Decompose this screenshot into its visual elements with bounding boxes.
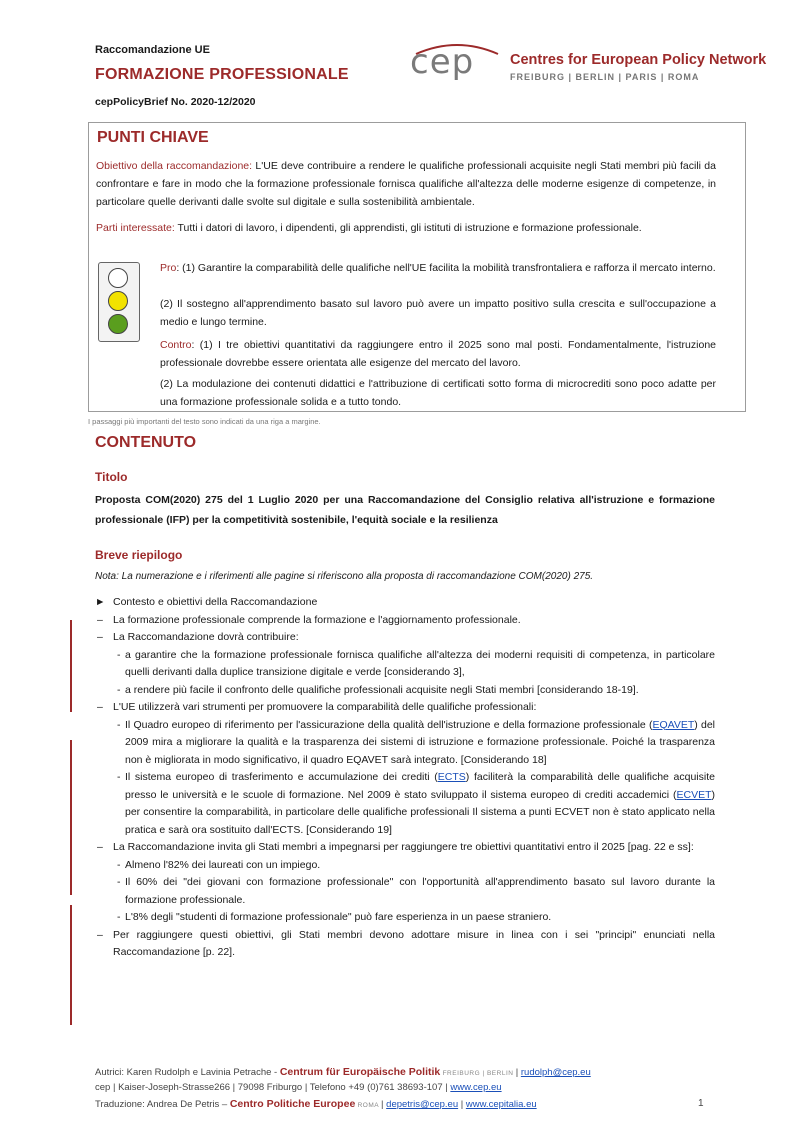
- footer-org-2: Centro Politiche Europee: [229, 1098, 356, 1110]
- traffic-light-icon: [98, 262, 140, 342]
- triangle-bullet-icon: ►: [95, 596, 106, 608]
- pro-paragraph-2: (2) Il sostegno all'apprendimento basato sul lavoro può avere un impatto positivo sulla crescita e sull'occupazione a medio e lungo termine.: [160, 298, 716, 328]
- logo-wordmark: cep: [410, 42, 475, 82]
- document-category: Raccomandazione UE: [95, 44, 210, 56]
- ecvet-link[interactable]: ECVET: [676, 788, 712, 801]
- list-item: – La formazione professionale comprende la formazione e l'aggiornamento professionale.: [97, 613, 521, 626]
- footer-translation: Traduzione: Andrea De Petris – Centro Politiche Europee ROMA | depetris@cep.eu | www.cepitalia.eu: [95, 1098, 537, 1110]
- objective-paragraph: [96, 157, 716, 211]
- margin-line: [70, 905, 72, 1025]
- proposal-title: Proposta COM(2020) 275 del 1 Luglio 2020 per una Raccomandazione del Consiglio relativa all'istruzione e formazione professionale (IFP) per la competitività sostenibile, l'equità sociale e la resilienza: [95, 494, 715, 526]
- ects-link[interactable]: ECTS: [437, 771, 466, 783]
- list-item: - Il sistema europeo di trasferimento e accumulazione dei crediti (ECTS) faciliterà la comparabilità delle qualifiche acquisite presso le università e le scuole di formazione. Nel 2009 è stato sviluppato il sistema europeo di crediti accademici (ECVET) per consentire la comparabilità, in particolare delle qualifiche professionali Il sistema a punti ECVET non è stato applicato nella pratica e sarà ora sostituito dall'ECTS. [Considerando 19]: [117, 771, 715, 836]
- web-link-cep[interactable]: www.cep.eu: [450, 1082, 502, 1093]
- title-heading: Titolo: [95, 470, 128, 484]
- list-item: - a rendere più facile il confronto delle qualifiche professionali acquisite negli Stati membri [considerando 18-19].: [117, 683, 639, 696]
- traffic-light-yellow: [108, 291, 128, 311]
- email-link-depetris[interactable]: depetris@cep.eu: [386, 1099, 459, 1110]
- margin-line-footnote: I passaggi più importanti del testo sono indicati da una riga a margine.: [88, 417, 321, 426]
- summary-list: [95, 594, 715, 962]
- footer-address: cep | Kaiser-Joseph-Strasse266 | 79098 Friburgo | Telefono +49 (0)761 38693-107 | www.cep.eu: [95, 1082, 502, 1093]
- page-number: 1: [698, 1098, 704, 1109]
- key-points-box: [88, 122, 746, 412]
- summary-note: Nota: La numerazione e i riferimenti alle pagine si riferiscono alla proposta di raccomandazione COM(2020) 275.: [95, 571, 594, 582]
- key-points-title: PUNTI CHIAVE: [97, 129, 209, 146]
- list-item: – L'UE utilizzerà vari strumenti per promuovere la comparabilità delle qualifiche professionali:: [97, 701, 537, 713]
- list-item: - a garantire che la formazione professionale fornisca qualifiche all'altezza dei moderni requisiti di competenza, in particolare quelli derivanti dalla duplice transizione digitale e verde [considerando 3],: [117, 648, 715, 678]
- content-heading: CONTENUTO: [95, 434, 197, 451]
- footer-org: Centrum für Europäische Politik: [279, 1066, 441, 1078]
- list-item: – Per raggiungere questi obiettivi, gli Stati membri devono adottare misure in linea con i sei "principi" enunciati nella Raccomandazione [p. 22].: [97, 928, 715, 958]
- margin-line: [70, 740, 72, 895]
- margin-line: [70, 620, 72, 712]
- contra-paragraph-2: (2) La modulazione dei contenuti didattici e l'attribuzione di certificati sotto forma di microcrediti sono poco adatte per una formazione professionale solida e a tutto tondo.: [160, 378, 716, 408]
- document-title: FORMAZIONE PROFESSIONALE: [95, 66, 349, 83]
- network-cities: FREIBURG | BERLIN | PARIS | ROMA: [510, 72, 700, 82]
- email-link-rudolph[interactable]: rudolph@cep.eu: [520, 1067, 591, 1078]
- parties-paragraph: [96, 219, 716, 237]
- traffic-light-white: [108, 268, 128, 288]
- objective-label: Obiettivo della raccomandazione:: [96, 160, 253, 172]
- summary-heading: Breve riepilogo: [95, 548, 183, 562]
- network-name: Centres for European Policy Network: [510, 52, 767, 68]
- contra-label: Contro: [160, 339, 192, 351]
- list-item: ► Contesto e obiettivi della Raccomandazione: [95, 594, 715, 612]
- pro-text-1: : (1) Garantire la comparabilità delle qualifiche nell'UE facilita la mobilità transfrontaliera e rafforza il mercato interno.: [176, 262, 716, 274]
- brief-number: cepPolicyBrief No. 2020-12/2020: [95, 96, 256, 108]
- list-item: – La Raccomandazione dovrà contribuire:: [97, 631, 299, 643]
- list-item: – La Raccomandazione invita gli Stati membri a impegnarsi per raggiungere tre obiettivi quantitativi entro il 2025 [pag. 22 e ss]:: [97, 841, 694, 853]
- web-link-cepitalia[interactable]: www.cepitalia.eu: [465, 1099, 537, 1110]
- list-item: - L'8% degli "studenti di formazione professionale" può fare esperienza in un paese straniero.: [117, 911, 552, 923]
- pro-paragraph-1: [160, 259, 716, 277]
- contra-text-1: : (1) I tre obiettivi quantitativi da raggiungere entro il 2025 sono mal posti. Fondamentalmente, l'istruzione professionale dovrebbe essere orientata alle esigenze del mercato del lavoro.: [160, 339, 716, 369]
- list-item: - Il 60% dei "dei giovani con formazione professionale" con l'opportunità all'apprendimento basato sul lavoro durante la formazione professionale.: [117, 876, 715, 906]
- contra-paragraph-1: [160, 336, 716, 372]
- eqavet-link[interactable]: EQAVET: [652, 718, 695, 731]
- cep-logo: [410, 42, 770, 90]
- list-item: - Almeno l'82% dei laureati con un impiego.: [117, 858, 321, 871]
- traffic-light-green: [108, 314, 128, 334]
- parties-label: Parti interessate:: [96, 222, 175, 234]
- objective-text: L'UE deve contribuire a rendere le qualifiche professionali acquisite negli Stati membri più facili da confrontare e fare in modo che la formazione professionale fornisca qualifiche all'altezza delle moderne esigenze di competenze, in particolare quelle derivanti dalle svolte sul digitale e sulla sostenibilità ambientale.: [96, 160, 716, 208]
- parties-text: Tutti i datori di lavoro, i dipendenti, gli apprendisti, gli istituti di istruzione e formazione professionale.: [174, 222, 642, 234]
- footer-authors: Autrici: Karen Rudolph e Lavinia Petrache - Centrum für Europäische Politik FREIBURG | BERLIN | rudolph@cep.eu: [95, 1066, 591, 1078]
- list-item: - Il Quadro europeo di riferimento per l'assicurazione della qualità dell'istruzione e della formazione professionale (EQAVET) del 2009 mira a migliorare la qualità e la trasparenza dei sistemi di istruzione e formazione professionale. Poiché la trasparenza non è migliorata in modo significativo, il quadro EQAVET sarà integrato. [Considerando 18]: [117, 718, 715, 766]
- pro-label: Pro: [160, 262, 177, 274]
